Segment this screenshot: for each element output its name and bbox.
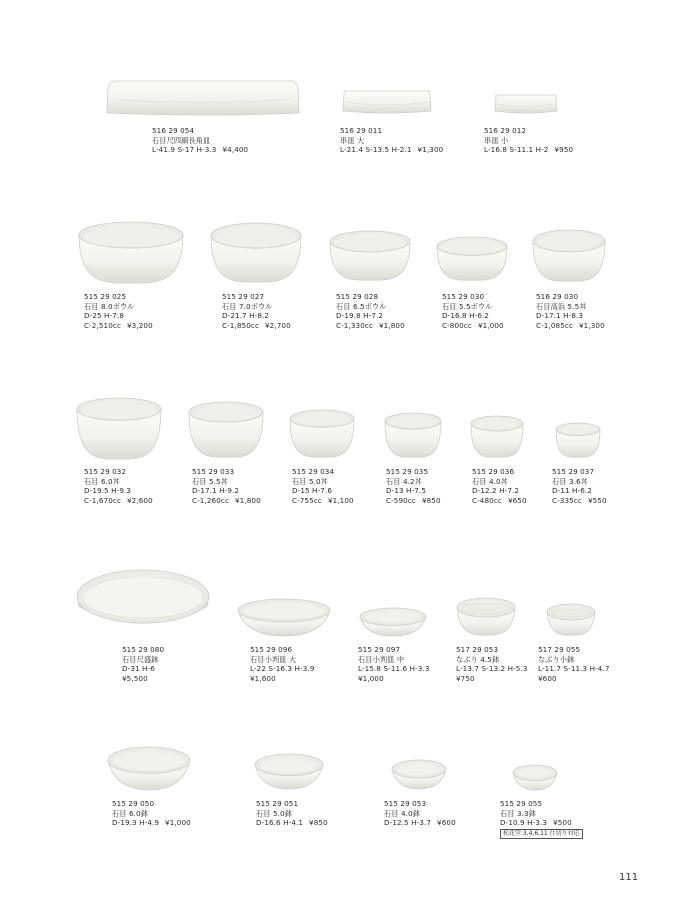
- product-name: 石目 5.5丼: [192, 476, 228, 486]
- product-name: 石目 3.3鉢: [500, 808, 536, 818]
- product-image: [76, 398, 162, 460]
- product-caption: [384, 799, 456, 828]
- dims-price-line: [152, 145, 248, 155]
- dims-price-line: [340, 145, 443, 155]
- product-dimensions: D-21.7 H-8.2: [222, 311, 270, 321]
- product-dimensions: D-17.1 H-8.3: [536, 311, 584, 321]
- product-dimensions: D-25 H-7.8: [84, 311, 124, 321]
- product-dimensions: D-12.2 H-7.2: [472, 486, 520, 496]
- product-caption: [84, 467, 153, 505]
- product-price: ¥3,200: [127, 320, 153, 330]
- dims-price-line: [256, 818, 328, 828]
- product-code: 517 29 055: [538, 645, 581, 654]
- product-price-line: [552, 496, 607, 506]
- product-caption: [84, 292, 153, 330]
- product-code: 515 29 051: [256, 799, 299, 808]
- product-image: [237, 599, 331, 637]
- product-price: ¥750: [456, 673, 475, 683]
- product-image: [254, 754, 324, 790]
- product-caption: [552, 467, 607, 505]
- product-dimensions: L-22 S-16.3 H-3.9: [250, 664, 315, 674]
- product-name: 石目小判皿 大: [250, 654, 297, 664]
- product-name: 石目尺四細長角皿: [152, 135, 211, 145]
- product-code: 515 29 080: [122, 645, 165, 654]
- product-price: ¥2,600: [127, 495, 153, 505]
- product-caption: [386, 467, 441, 505]
- product-code: 516 29 030: [536, 292, 579, 301]
- product-name: 石目 6.0丼: [84, 476, 120, 486]
- product-name: 串皿 大: [340, 135, 365, 145]
- product-image: [555, 423, 601, 458]
- partition-note: 松花堂 3,4,6,11 仕切り対応: [500, 829, 583, 839]
- product-price: ¥1,600: [250, 673, 276, 683]
- product-capacity: C-590cc: [386, 495, 416, 505]
- product-name: なぶり小鉢: [538, 654, 575, 664]
- product-price-line: [192, 496, 261, 506]
- product-price-line: [386, 496, 441, 506]
- product-caption: [112, 799, 191, 828]
- product-image: [391, 760, 447, 790]
- product-capacity: C-335cc: [552, 495, 582, 505]
- product-dimensions: D-31 H-6: [122, 664, 155, 674]
- product-code: 515 29 055: [500, 799, 543, 808]
- product-capacity: C-1,670cc: [84, 495, 121, 505]
- product-name: 石目 4.2丼: [386, 476, 422, 486]
- product-name: 石目 3.6丼: [552, 476, 588, 486]
- product-caption: [122, 645, 164, 683]
- product-image: [76, 570, 210, 638]
- product-image: [359, 608, 427, 637]
- product-price-line: [84, 321, 153, 331]
- product-price: ¥550: [587, 495, 607, 505]
- product-code: 515 29 036: [472, 467, 515, 476]
- product-price: ¥1,300: [417, 145, 444, 155]
- product-capacity: C-2,510cc: [84, 320, 121, 330]
- product-image: [107, 747, 191, 791]
- product-dimensions: D-10.9 H-3.3: [500, 818, 548, 828]
- product-code: 515 29 030: [442, 292, 485, 301]
- product-capacity: C-755cc: [292, 495, 322, 505]
- product-price: ¥1,000: [165, 818, 191, 828]
- product-dimensions: D-17.1 H-9.2: [192, 486, 240, 496]
- product-capacity: C-1,850cc: [222, 320, 259, 330]
- dims-price-line: [384, 818, 456, 828]
- product-caption: [538, 645, 610, 683]
- product-price: ¥1,000: [358, 673, 384, 683]
- product-code: 517 29 053: [456, 645, 499, 654]
- product-dimensions: D-16.8 H-6.2: [442, 311, 490, 321]
- product-dimensions: L-21.4 S-13.5 H-2.1: [340, 145, 412, 155]
- product-image: [342, 88, 432, 114]
- product-price: ¥2,700: [265, 320, 291, 330]
- product-code: 516 29 011: [340, 126, 383, 135]
- product-capacity: C-1,330cc: [336, 320, 373, 330]
- product-caption: [484, 126, 573, 155]
- product-price: ¥1,300: [579, 320, 605, 330]
- product-price: ¥1,800: [235, 495, 261, 505]
- product-dimensions: L-11.7 S-11.3 H-4.7: [538, 664, 610, 674]
- product-price: ¥500: [553, 818, 572, 828]
- product-price: ¥5,500: [122, 673, 148, 683]
- product-caption: [250, 645, 314, 683]
- product-caption: [340, 126, 443, 155]
- product-code: 515 29 097: [358, 645, 401, 654]
- product-image: [470, 416, 524, 458]
- product-code: 515 29 037: [552, 467, 595, 476]
- product-price: ¥650: [507, 495, 527, 505]
- product-caption: [292, 467, 354, 505]
- product-dimensions: D-19.8 H-7.2: [336, 311, 384, 321]
- product-image: [436, 237, 508, 281]
- product-name: 石目高浜 5.5丼: [536, 301, 587, 311]
- product-name: 石目 6.0鉢: [112, 808, 148, 818]
- product-image: [512, 765, 558, 791]
- product-price: ¥4,400: [222, 145, 249, 155]
- product-price: ¥600: [538, 673, 557, 683]
- dims-price-line: [112, 818, 191, 828]
- product-code: 516 29 012: [484, 126, 527, 135]
- product-price-line: [222, 321, 291, 331]
- product-dimensions: D-11 H-6.2: [552, 486, 592, 496]
- product-price-line: [472, 496, 527, 506]
- product-image: [289, 410, 355, 458]
- product-caption: [256, 799, 328, 828]
- product-price: ¥850: [421, 495, 441, 505]
- product-dimensions: L-13.7 S-13.2 H-5.3: [456, 664, 528, 674]
- page-number: 111: [619, 872, 639, 883]
- product-name: 石目 5.0丼: [292, 476, 328, 486]
- product-price: ¥1,100: [327, 495, 354, 505]
- product-caption: [442, 292, 504, 330]
- product-name: 石目 8.0ボウル: [84, 301, 135, 311]
- product-capacity: C-800cc: [442, 320, 472, 330]
- product-caption: [456, 645, 528, 683]
- product-capacity: C-1,085cc: [536, 320, 573, 330]
- product-code: 515 29 033: [192, 467, 235, 476]
- product-image: [456, 598, 516, 636]
- product-price-line: [536, 321, 605, 331]
- product-name: なぶり 4.5鉢: [456, 654, 500, 664]
- product-image: [210, 223, 302, 283]
- product-price-line: [292, 496, 354, 506]
- product-image: [188, 402, 264, 458]
- product-code: 515 29 096: [250, 645, 293, 654]
- product-code: 515 29 025: [84, 292, 127, 301]
- product-name: 石目 7.0ボウル: [222, 301, 273, 311]
- product-name: 石目小判皿 中: [358, 654, 405, 664]
- product-name: 石目 5.0鉢: [256, 808, 292, 818]
- product-price: ¥1,000: [477, 320, 504, 330]
- product-dimensions: L-16.8 S-11.1 H-2: [484, 145, 549, 155]
- product-price: ¥950: [554, 145, 574, 155]
- product-capacity: C-1,260cc: [192, 495, 229, 505]
- product-price-line: [336, 321, 405, 331]
- product-name: 石目 4.0鉢: [384, 808, 420, 818]
- product-caption: [472, 467, 527, 505]
- product-image: [532, 230, 606, 282]
- product-price: ¥850: [309, 818, 328, 828]
- product-dimensions: D-15 H-7.6: [292, 486, 332, 496]
- product-price: ¥1,800: [379, 320, 405, 330]
- dims-price-line: [500, 818, 572, 828]
- product-price-line: [442, 321, 504, 331]
- product-name: 石目 6.5ボウル: [336, 301, 387, 311]
- product-image: [546, 604, 596, 636]
- product-capacity: C-480cc: [472, 495, 502, 505]
- product-code: 516 29 054: [152, 126, 195, 135]
- product-name: 石目 5.5ボウル: [442, 301, 493, 311]
- dims-price-line: [484, 145, 573, 155]
- product-caption: [358, 645, 430, 683]
- product-code: 515 29 050: [112, 799, 155, 808]
- product-image: [494, 92, 558, 114]
- product-dimensions: D-19.5 H-9.3: [84, 486, 132, 496]
- product-dimensions: L-15.8 S-11.6 H-3.3: [358, 664, 430, 674]
- product-caption: [500, 799, 572, 828]
- product-price: ¥600: [437, 818, 456, 828]
- product-name: 石目 4.0丼: [472, 476, 508, 486]
- product-caption: [152, 126, 248, 155]
- product-dimensions: D-13 H-7.5: [386, 486, 426, 496]
- product-code: 515 29 035: [386, 467, 429, 476]
- product-image: [329, 231, 411, 281]
- product-name: 串皿 小: [484, 135, 509, 145]
- product-price-line: [84, 496, 153, 506]
- product-dimensions: D-12.5 H-3.7: [384, 818, 432, 828]
- product-caption: [222, 292, 291, 330]
- product-caption: [336, 292, 405, 330]
- product-code: 515 29 053: [384, 799, 427, 808]
- product-dimensions: D-19.3 H-4.9: [112, 818, 160, 828]
- product-code: 515 29 032: [84, 467, 127, 476]
- product-image: [384, 413, 442, 458]
- product-image: [106, 78, 300, 116]
- product-image: [78, 222, 184, 284]
- product-code: 515 29 034: [292, 467, 335, 476]
- product-code: 515 29 027: [222, 292, 265, 301]
- product-code: 515 29 028: [336, 292, 379, 301]
- product-dimensions: D-16.6 H-4.1: [256, 818, 304, 828]
- product-caption: [536, 292, 605, 330]
- product-dimensions: L-41.9 S-17 H-3.3: [152, 145, 217, 155]
- product-name: 石目尺盛鉢: [122, 654, 159, 664]
- product-caption: [192, 467, 261, 505]
